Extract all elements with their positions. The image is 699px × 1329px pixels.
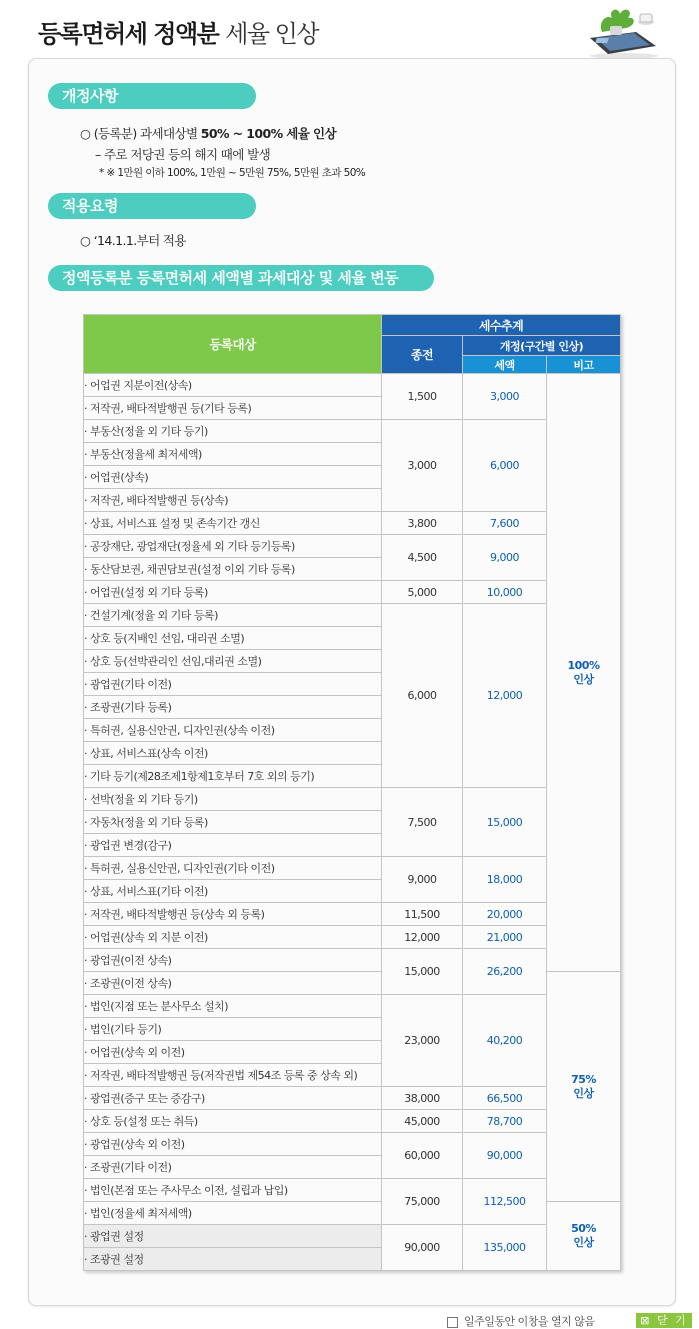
registration-item: · 법인(지점 또는 분사무소 설치) [84,995,382,1018]
close-button[interactable]: ⊠ 닫 기 [636,1313,692,1328]
registration-item: · 부동산(정율 외 기타 등기) [84,420,382,443]
before-amount: 12,000 [382,926,463,949]
table-row [84,604,621,627]
revision-note: * ※ 1만원 이하 100%, 1만원 ~ 5만원 75%, 5만원 초과 50% [99,167,366,179]
revised-amount: 135,000 [463,1225,547,1271]
registration-item: · 어업권 지분이전(상속) [84,374,382,397]
registration-item: · 광업권(증구 또는 증감구) [84,1087,382,1110]
header-tax: 세액 [463,356,547,374]
registration-item: · 기타 등기(제28조제1항제1호부터 7호 외의 등기) [84,765,382,788]
registration-item: · 자동차(정율 외 기타 등록) [84,811,382,834]
revised-amount: 66,500 [463,1087,547,1110]
revised-amount: 78,700 [463,1110,547,1133]
header-before: 종전 [382,336,463,374]
revised-amount: 7,600 [463,512,547,535]
registration-item: · 저작권, 배타적발행권 등(기타 등록) [84,397,382,420]
ratio-label: 인상 [573,1236,594,1249]
before-amount: 7,500 [382,788,463,857]
ratio-label: 인상 [573,672,594,686]
before-amount: 45,000 [382,1110,463,1133]
table-row [84,581,621,604]
revision-sub: – 주로 저당권 등의 해지 때에 발생 [95,147,271,162]
section-label-table: 정액등록분 등록면허세 세액별 과세대상 및 세율 변동 [48,265,434,291]
registration-item: · 광업권 설정 [84,1225,382,1248]
table-row [84,535,621,558]
registration-item: · 부동산(정율세 최저세액) [84,443,382,466]
table-row [84,949,621,972]
before-amount: 23,000 [382,995,463,1087]
registration-item: · 조광권(기타 등록) [84,696,382,719]
before-amount: 6,000 [382,604,463,788]
registration-item: · 상호 등(설정 또는 취득) [84,1110,382,1133]
revised-amount: 15,000 [463,788,547,857]
before-amount: 5,000 [382,581,463,604]
registration-item: · 광업권(이전 상속) [84,949,382,972]
tax-rate-table [83,314,621,1271]
revised-amount: 26,200 [463,949,547,995]
registration-item: · 조광권 설정 [84,1248,382,1271]
table-row [84,903,621,926]
before-amount: 15,000 [382,949,463,995]
dont-show-week-option[interactable]: 일주일동안 이창을 열지 않음 [447,1313,595,1329]
before-amount: 3,000 [382,420,463,512]
registration-item: · 어업권(상속 외 지분 이전) [84,926,382,949]
revised-amount: 10,000 [463,581,547,604]
registration-item: · 상표, 서비스표(상속 이전) [84,742,382,765]
table-row [84,926,621,949]
revised-amount: 112,500 [463,1179,547,1225]
registration-item: · 특허권, 실용신안권, 디자인권(상속 이전) [84,719,382,742]
table-row [84,857,621,880]
registration-item: · 동산담보권, 채권담보권(설정 이외 기타 등록) [84,558,382,581]
registration-item: · 법인(본점 또는 주사무소 이전, 설립과 납입) [84,1179,382,1202]
before-amount: 3,800 [382,512,463,535]
circle-bullet-icon: ○ [80,126,94,141]
registration-item: · 특허권, 실용신안권, 디자인권(기타 이전) [84,857,382,880]
table-row [84,1133,621,1156]
registration-item: · 건설기계(정율 외 기타 등록) [84,604,382,627]
ratio-label: 인상 [573,1086,594,1100]
increase-ratio [547,972,621,1202]
table-row [84,374,621,397]
revised-amount: 40,200 [463,995,547,1087]
registration-item: · 어업권(설정 외 기타 등록) [84,581,382,604]
page-title: 등록면허세 정액분 세율 인상 [38,20,319,48]
table-row [84,995,621,1018]
table-row [84,1225,621,1248]
before-amount: 90,000 [382,1225,463,1271]
header-target: 등록대상 [84,315,382,374]
increase-ratio [547,374,621,972]
registration-item: · 조광권(이전 상속) [84,972,382,995]
before-amount: 38,000 [382,1087,463,1110]
registration-item: · 광업권 변경(감구) [84,834,382,857]
ratio-value: 100% [567,658,600,672]
before-amount: 9,000 [382,857,463,903]
registration-item: · 법인(정율세 최저세액) [84,1202,382,1225]
apply-bullet: ○ ‘14.1.1.부터 적용 [80,233,186,248]
revised-amount: 90,000 [463,1133,547,1179]
registration-item: · 광업권(상속 외 이전) [84,1133,382,1156]
asterisk-bullet-icon: * [99,167,107,179]
table-row [84,420,621,443]
tablet-plant-illustration [584,2,660,60]
registration-item: · 법인(기타 등기) [84,1018,382,1041]
circle-bullet-icon: ○ [80,233,94,248]
checkbox[interactable] [447,1317,458,1328]
registration-item: · 상호 등(지배인 선임, 대리권 소멸) [84,627,382,650]
table-row [84,1110,621,1133]
table-row [84,1179,621,1202]
before-amount: 1,500 [382,374,463,420]
before-amount: 11,500 [382,903,463,926]
registration-item: · 어업권(상속) [84,466,382,489]
header-revised: 개정(구간별 인상) [463,336,621,356]
registration-item: · 저작권, 배타적발행권 등(상속) [84,489,382,512]
table-row [84,788,621,811]
registration-item: · 저작권, 배타적발행권 등(저작권법 제54조 등록 중 상속 외) [84,1064,382,1087]
registration-item: · 상호 등(선박관리인 선임,대리권 소멸) [84,650,382,673]
close-icon: ⊠ [640,1314,657,1327]
revised-amount: 20,000 [463,903,547,926]
before-amount: 60,000 [382,1133,463,1179]
registration-item: · 공장재단, 광업재단(정율세 외 기타 등기등록) [84,535,382,558]
revised-amount: 3,000 [463,374,547,420]
registration-item: · 어업권(상속 외 이전) [84,1041,382,1064]
registration-item: · 조광권(기타 이전) [84,1156,382,1179]
revised-amount: 6,000 [463,420,547,512]
registration-item: · 광업권(기타 이전) [84,673,382,696]
before-amount: 75,000 [382,1179,463,1225]
registration-item: · 상표, 서비스표 설정 및 존속기간 갱신 [84,512,382,535]
ratio-value: 50% [571,1222,596,1235]
header-trend: 세수추계 [382,315,621,336]
before-amount: 4,500 [382,535,463,581]
revised-amount: 21,000 [463,926,547,949]
revision-bullet: ○ (등록분) 과세대상별 50% ~ 100% 세율 인상 [80,126,336,141]
registration-item: · 저작권, 배타적발행권 등(상속 외 등록) [84,903,382,926]
revised-amount: 12,000 [463,604,547,788]
table-row [84,1087,621,1110]
table-row [84,512,621,535]
revised-amount: 18,000 [463,857,547,903]
section-label-apply: 적용요령 [48,193,256,219]
ratio-value: 75% [571,1072,596,1086]
registration-item: · 선박(정율 외 기타 등기) [84,788,382,811]
header-ratio: 비고 [547,356,621,374]
registration-item: · 상표, 서비스표(기타 이전) [84,880,382,903]
increase-ratio [547,1202,621,1271]
revised-amount: 9,000 [463,535,547,581]
section-label-revision: 개정사항 [48,83,256,109]
